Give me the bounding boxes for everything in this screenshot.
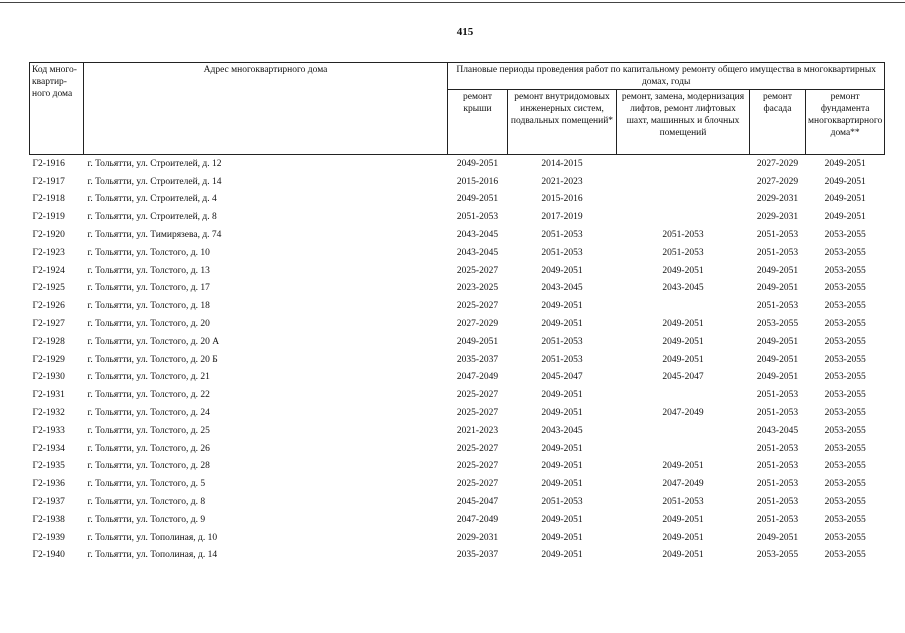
roof-cell: 2023-2025 bbox=[456, 283, 499, 294]
lifts-cell bbox=[617, 297, 750, 315]
table-row bbox=[30, 511, 885, 529]
address-cell: г. Тольятти, ул. Толстого, д. 10 bbox=[87, 247, 210, 258]
systems-cell: 2051-2053 bbox=[541, 230, 583, 241]
code-cell: Г2-1918 bbox=[32, 194, 65, 205]
table-row bbox=[30, 369, 885, 387]
lifts-cell bbox=[617, 422, 750, 440]
header-address: Адрес многоквартирного дома bbox=[84, 63, 448, 155]
foundation-cell: 2053-2055 bbox=[824, 301, 866, 312]
systems-cell: 2014-2015 bbox=[541, 158, 583, 169]
table-row bbox=[30, 440, 885, 458]
facade-cell: 2051-2053 bbox=[756, 301, 799, 312]
roof-cell: 2015-2016 bbox=[456, 176, 499, 187]
facade-cell: 2053-2055 bbox=[756, 319, 799, 330]
address-cell: г. Тольятти, ул. Толстого, д. 25 bbox=[87, 425, 210, 436]
facade-cell: 2049-2051 bbox=[756, 265, 799, 276]
lifts-cell: 2049-2051 bbox=[662, 354, 704, 365]
table-row bbox=[30, 191, 885, 209]
code-cell: Г2-1936 bbox=[32, 479, 65, 490]
foundation-cell: 2053-2055 bbox=[824, 479, 866, 490]
table-row bbox=[30, 386, 885, 404]
top-border-line bbox=[0, 2, 905, 3]
systems-cell: 2015-2016 bbox=[541, 194, 583, 205]
roof-cell: 2025-2027 bbox=[456, 390, 499, 401]
address-cell: г. Тольятти, ул. Толстого, д. 17 bbox=[87, 283, 210, 294]
roof-cell: 2045-2047 bbox=[456, 497, 499, 508]
header-roof: ремонт крыши bbox=[448, 90, 508, 155]
code-cell: Г2-1938 bbox=[32, 514, 65, 525]
systems-cell: 2051-2053 bbox=[541, 247, 583, 258]
facade-cell: 2049-2051 bbox=[756, 354, 799, 365]
address-cell: г. Тольятти, ул. Тополиная, д. 10 bbox=[87, 532, 218, 543]
table-row bbox=[30, 155, 885, 173]
table-row bbox=[30, 493, 885, 511]
systems-cell: 2049-2051 bbox=[541, 319, 583, 330]
roof-cell: 2047-2049 bbox=[456, 372, 499, 383]
lifts-cell: 2051-2053 bbox=[662, 230, 704, 241]
address-cell: г. Тольятти, ул. Толстого, д. 13 bbox=[87, 265, 210, 276]
facade-cell: 2051-2053 bbox=[756, 247, 799, 258]
lifts-cell: 2049-2051 bbox=[662, 461, 704, 472]
address-cell: г. Тольятти, ул. Строителей, д. 14 bbox=[87, 176, 222, 187]
table-row bbox=[30, 297, 885, 315]
lifts-cell bbox=[617, 208, 750, 226]
header-lifts: ремонт, замена, модернизация лифтов, ремонт лифтовых шахт, машинных и блочных помещений bbox=[617, 90, 750, 155]
address-cell: г. Тольятти, ул. Толстого, д. 22 bbox=[87, 390, 210, 401]
code-cell: Г2-1925 bbox=[32, 283, 65, 294]
lifts-cell bbox=[617, 191, 750, 209]
address-cell: г. Тольятти, ул. Тополиная, д. 14 bbox=[87, 550, 218, 561]
table-row bbox=[30, 280, 885, 298]
facade-cell: 2051-2053 bbox=[756, 461, 799, 472]
facade-cell: 2029-2031 bbox=[756, 212, 799, 223]
code-cell: Г2-1923 bbox=[32, 247, 65, 258]
systems-cell: 2049-2051 bbox=[541, 461, 583, 472]
foundation-cell: 2049-2051 bbox=[824, 158, 866, 169]
address-cell: г. Тольятти, ул. Строителей, д. 4 bbox=[87, 194, 217, 205]
lifts-cell: 2049-2051 bbox=[662, 265, 704, 276]
table-row bbox=[30, 226, 885, 244]
systems-cell: 2051-2053 bbox=[541, 497, 583, 508]
table-row bbox=[30, 173, 885, 191]
foundation-cell: 2053-2055 bbox=[824, 247, 866, 258]
facade-cell: 2029-2031 bbox=[756, 194, 799, 205]
facade-cell: 2027-2029 bbox=[756, 158, 799, 169]
lifts-cell bbox=[617, 386, 750, 404]
foundation-cell: 2053-2055 bbox=[824, 390, 866, 401]
systems-cell: 2021-2023 bbox=[541, 176, 583, 187]
roof-cell: 2035-2037 bbox=[456, 354, 499, 365]
foundation-cell: 2053-2055 bbox=[824, 408, 866, 419]
systems-cell: 2049-2051 bbox=[541, 514, 583, 525]
header-systems: ремонт внутридомовых инженерных систем, подвальных помещений* bbox=[508, 90, 617, 155]
lifts-cell: 2047-2049 bbox=[662, 408, 704, 419]
code-cell: Г2-1935 bbox=[32, 461, 65, 472]
address-cell: г. Тольятти, ул. Толстого, д. 26 bbox=[87, 443, 210, 454]
code-cell: Г2-1939 bbox=[32, 532, 65, 543]
code-cell: Г2-1917 bbox=[32, 176, 65, 187]
lifts-cell: 2043-2045 bbox=[662, 283, 704, 294]
table-row bbox=[30, 458, 885, 476]
facade-cell: 2051-2053 bbox=[756, 443, 799, 454]
table-row bbox=[30, 547, 885, 565]
address-cell: г. Тольятти, ул. Толстого, д. 21 bbox=[87, 372, 210, 383]
lifts-cell: 2051-2053 bbox=[662, 497, 704, 508]
foundation-cell: 2053-2055 bbox=[824, 425, 866, 436]
roof-cell: 2025-2027 bbox=[456, 461, 499, 472]
foundation-cell: 2053-2055 bbox=[824, 514, 866, 525]
table-row bbox=[30, 422, 885, 440]
facade-cell: 2051-2053 bbox=[756, 497, 799, 508]
address-cell: г. Тольятти, ул. Толстого, д. 20 А bbox=[87, 336, 220, 347]
code-cell: Г2-1927 bbox=[32, 319, 65, 330]
lifts-cell: 2049-2051 bbox=[662, 319, 704, 330]
code-cell: Г2-1929 bbox=[32, 354, 65, 365]
address-cell: г. Тольятти, ул. Толстого, д. 18 bbox=[87, 301, 210, 312]
systems-cell: 2043-2045 bbox=[541, 425, 583, 436]
facade-cell: 2049-2051 bbox=[756, 336, 799, 347]
address-cell: г. Тольятти, ул. Строителей, д. 12 bbox=[87, 158, 222, 169]
roof-cell: 2027-2029 bbox=[456, 319, 499, 330]
roof-cell: 2049-2051 bbox=[456, 158, 499, 169]
address-cell: г. Тольятти, ул. Строителей, д. 8 bbox=[87, 212, 217, 223]
address-cell: г. Тольятти, ул. Толстого, д. 9 bbox=[87, 514, 206, 525]
facade-cell: 2051-2053 bbox=[756, 230, 799, 241]
roof-cell: 2051-2053 bbox=[456, 212, 499, 223]
roof-cell: 2025-2027 bbox=[456, 301, 499, 312]
facade-cell: 2051-2053 bbox=[756, 390, 799, 401]
page-number: 415 bbox=[456, 26, 474, 38]
systems-cell: 2049-2051 bbox=[541, 550, 583, 561]
code-cell: Г2-1934 bbox=[32, 443, 65, 454]
table-row bbox=[30, 351, 885, 369]
code-cell: Г2-1924 bbox=[32, 265, 65, 276]
code-cell: Г2-1933 bbox=[32, 425, 65, 436]
foundation-cell: 2053-2055 bbox=[824, 497, 866, 508]
systems-cell: 2051-2053 bbox=[541, 336, 583, 347]
table-row bbox=[30, 315, 885, 333]
systems-cell: 2049-2051 bbox=[541, 532, 583, 543]
address-cell: г. Тольятти, ул. Толстого, д. 20 Б bbox=[87, 354, 218, 365]
lifts-cell: 2051-2053 bbox=[662, 247, 704, 258]
systems-cell: 2017-2019 bbox=[541, 212, 583, 223]
facade-cell: 2049-2051 bbox=[756, 532, 799, 543]
roof-cell: 2049-2051 bbox=[456, 194, 499, 205]
lifts-cell: 2047-2049 bbox=[662, 479, 704, 490]
table-row bbox=[30, 262, 885, 280]
table-row bbox=[30, 529, 885, 547]
lifts-cell bbox=[617, 155, 750, 173]
roof-cell: 2047-2049 bbox=[456, 514, 499, 525]
code-cell: Г2-1928 bbox=[32, 336, 65, 347]
code-cell: Г2-1940 bbox=[32, 550, 65, 561]
table-row bbox=[30, 208, 885, 226]
code-cell: Г2-1926 bbox=[32, 301, 65, 312]
roof-cell: 2043-2045 bbox=[456, 247, 499, 258]
address-cell: г. Тольятти, ул. Толстого, д. 24 bbox=[87, 408, 210, 419]
repair-schedule-table bbox=[29, 62, 885, 564]
facade-cell: 2051-2053 bbox=[756, 514, 799, 525]
code-cell: Г2-1932 bbox=[32, 408, 65, 419]
code-cell: Г2-1930 bbox=[32, 372, 65, 383]
facade-cell: 2053-2055 bbox=[756, 550, 799, 561]
systems-cell: 2049-2051 bbox=[541, 301, 583, 312]
facade-cell: 2027-2029 bbox=[756, 176, 799, 187]
foundation-cell: 2053-2055 bbox=[824, 532, 866, 543]
table-row bbox=[30, 404, 885, 422]
systems-cell: 2049-2051 bbox=[541, 443, 583, 454]
code-cell: Г2-1931 bbox=[32, 390, 65, 401]
systems-cell: 2045-2047 bbox=[541, 372, 583, 383]
foundation-cell: 2053-2055 bbox=[824, 550, 866, 561]
code-cell: Г2-1919 bbox=[32, 212, 65, 223]
facade-cell: 2051-2053 bbox=[756, 479, 799, 490]
address-cell: г. Тольятти, ул. Толстого, д. 8 bbox=[87, 497, 206, 508]
code-cell: Г2-1937 bbox=[32, 497, 65, 508]
lifts-cell: 2045-2047 bbox=[662, 372, 704, 383]
lifts-cell bbox=[617, 440, 750, 458]
facade-cell: 2049-2051 bbox=[756, 283, 799, 294]
foundation-cell: 2053-2055 bbox=[824, 319, 866, 330]
code-cell: Г2-1916 bbox=[32, 158, 65, 169]
table-row bbox=[30, 244, 885, 262]
facade-cell: 2049-2051 bbox=[756, 372, 799, 383]
lifts-cell: 2049-2051 bbox=[662, 550, 704, 561]
address-cell: г. Тольятти, ул. Толстого, д. 5 bbox=[87, 479, 206, 490]
systems-cell: 2049-2051 bbox=[541, 408, 583, 419]
table-row bbox=[30, 333, 885, 351]
roof-cell: 2025-2027 bbox=[456, 479, 499, 490]
address-cell: г. Тольятти, ул. Толстого, д. 28 bbox=[87, 461, 210, 472]
roof-cell: 2025-2027 bbox=[456, 408, 499, 419]
roof-cell: 2049-2051 bbox=[456, 336, 499, 347]
systems-cell: 2049-2051 bbox=[541, 265, 583, 276]
code-cell: Г2-1920 bbox=[32, 230, 65, 241]
foundation-cell: 2053-2055 bbox=[824, 230, 866, 241]
foundation-cell: 2049-2051 bbox=[824, 194, 866, 205]
systems-cell: 2051-2053 bbox=[541, 354, 583, 365]
lifts-cell: 2049-2051 bbox=[662, 336, 704, 347]
roof-cell: 2025-2027 bbox=[456, 265, 499, 276]
foundation-cell: 2053-2055 bbox=[824, 443, 866, 454]
foundation-cell: 2053-2055 bbox=[824, 354, 866, 365]
roof-cell: 2043-2045 bbox=[456, 230, 499, 241]
roof-cell: 2029-2031 bbox=[456, 532, 499, 543]
facade-cell: 2043-2045 bbox=[756, 425, 799, 436]
foundation-cell: 2049-2051 bbox=[824, 176, 866, 187]
roof-cell: 2035-2037 bbox=[456, 550, 499, 561]
table-row bbox=[30, 475, 885, 493]
systems-cell: 2043-2045 bbox=[541, 283, 583, 294]
address-cell: г. Тольятти, ул. Тимирязева, д. 74 bbox=[87, 230, 222, 241]
roof-cell: 2025-2027 bbox=[456, 443, 499, 454]
address-cell: г. Тольятти, ул. Толстого, д. 20 bbox=[87, 319, 210, 330]
foundation-cell: 2053-2055 bbox=[824, 372, 866, 383]
foundation-cell: 2049-2051 bbox=[824, 212, 866, 223]
roof-cell: 2021-2023 bbox=[456, 425, 499, 436]
foundation-cell: 2053-2055 bbox=[824, 461, 866, 472]
header-foundation: ремонт фундамента многоквартирного дома** bbox=[806, 90, 885, 155]
table-body bbox=[30, 155, 885, 565]
lifts-cell bbox=[617, 173, 750, 191]
foundation-cell: 2053-2055 bbox=[824, 336, 866, 347]
header-facade: ремонт фасада bbox=[750, 90, 806, 155]
lifts-cell: 2049-2051 bbox=[662, 514, 704, 525]
lifts-cell: 2049-2051 bbox=[662, 532, 704, 543]
systems-cell: 2049-2051 bbox=[541, 390, 583, 401]
foundation-cell: 2053-2055 bbox=[824, 265, 866, 276]
foundation-cell: 2053-2055 bbox=[824, 283, 866, 294]
header-code: Код много- квартир- ного дома bbox=[30, 63, 84, 155]
facade-cell: 2051-2053 bbox=[756, 408, 799, 419]
systems-cell: 2049-2051 bbox=[541, 479, 583, 490]
header-periods: Плановые периоды проведения работ по капитальному ремонту общего имущества в многоквартирных домах, годы bbox=[448, 63, 885, 90]
